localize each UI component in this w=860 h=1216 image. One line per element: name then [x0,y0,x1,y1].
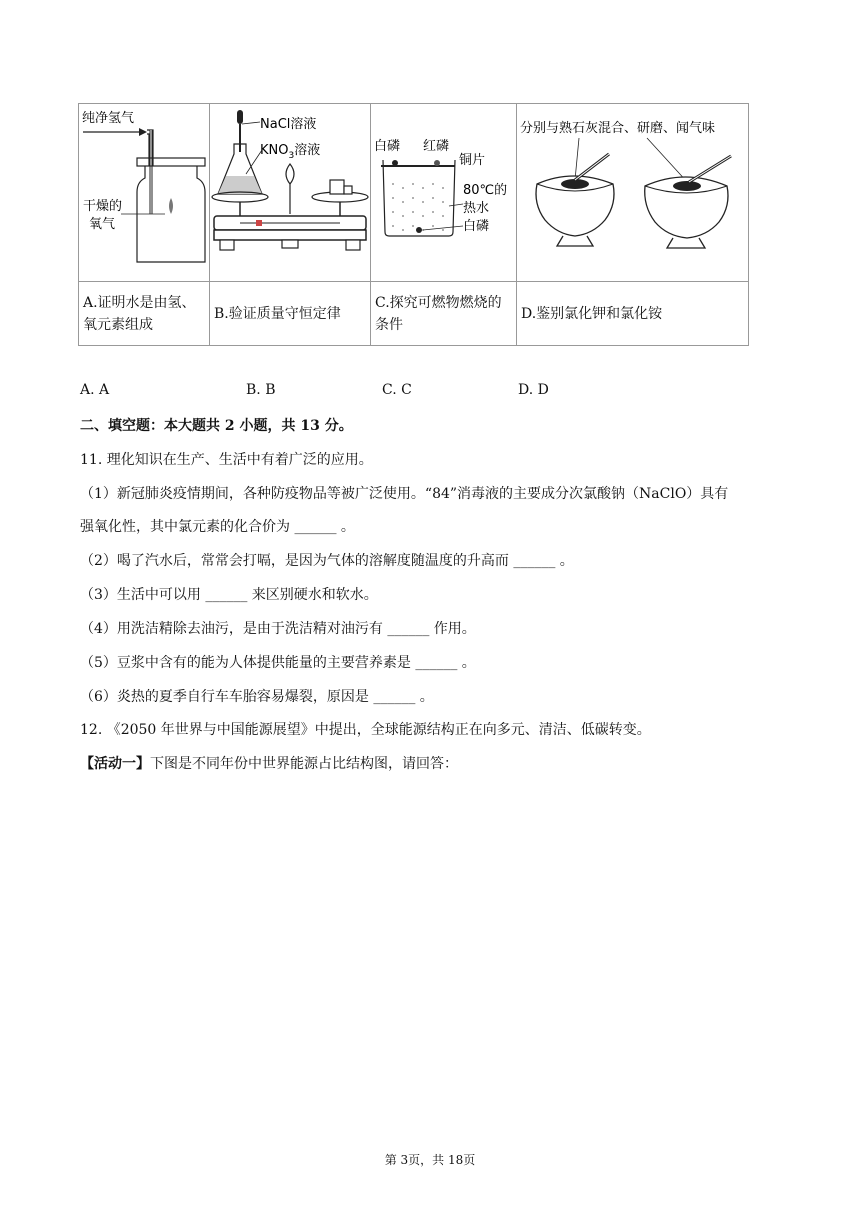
q11-part3: （3）生活中可以用 ______ 来区别硬水和软水。 [80,587,378,603]
label-dry: 干燥的 [83,199,123,214]
label-mix-grind-smell: 分别与熟石灰混合、研磨、闻气味 [520,121,716,136]
q11-part6: （6）炎热的夏季自行车车胎容易爆裂，原因是 ______ 。 [80,689,434,705]
label-pure-hydrogen: 纯净氢气 [82,111,135,126]
figure-b-balance [210,104,370,277]
figure-a-cell [79,104,210,282]
caption-b [210,282,371,346]
label-hot-water: 热水 [463,201,490,216]
experiment-table [78,103,749,346]
caption-b-text: B.验证质量守恒定律 [214,305,341,322]
label-white-phosphorus-top: 白磷 [374,139,401,154]
activity-text: 下图是不同年份中世界能源占比结构图，请回答： [150,756,458,772]
caption-d-text: D.鉴别氯化钾和氯化铵 [521,305,663,322]
label-white-phosphorus-bottom: 白磷 [463,219,490,234]
caption-a [79,282,210,346]
option-d[interactable]: D. D [518,382,549,398]
option-a[interactable]: A. A [80,382,110,398]
caption-a-line1: A.证明水是由氢、 [83,294,196,311]
label-nacl-solution: NaCl溶液 [260,117,317,132]
q11-stem: 11. 理化知识在生产、生活中有着广泛的应用。 [80,452,373,468]
label-oxygen: 氧气 [89,217,116,232]
q11-part5: （5）豆浆中含有的能为人体提供能量的主要营养素是 ______ 。 [80,655,476,671]
page-footer: 第 3页，共 18页 [384,1153,476,1167]
label-copper-sheet: 铜片 [459,153,486,168]
figure-d-cell [517,104,749,282]
label-kno3-solution: $KNO_3$溶液 [260,143,321,161]
label-80c-of: 80℃的 [463,183,508,198]
option-b[interactable]: B. B [246,382,276,398]
section-title: 二、填空题：本大题共 2 小题，共 13 分。 [80,418,353,434]
caption-d [517,282,749,346]
caption-a-line2: 氧元素组成 [83,316,153,333]
caption-c [371,282,517,346]
activity-label: 【活动一】 [80,756,150,772]
q11-part4: （4）用洗洁精除去油污，是由于洗洁精对油污有 ______ 作用。 [80,621,476,637]
label-red-phosphorus: 红磷 [423,139,450,154]
figure-d-mortars [517,104,748,277]
q11-part1-line2: 强氧化性，其中氯元素的化合价为 ______ 。 [80,519,355,535]
figure-c-cell [371,104,517,282]
q11-part2: （2）喝了汽水后，常常会打嗝，是因为气体的溶解度随温度的升高而 ______ 。 [80,553,574,569]
caption-c-line2: 条件 [375,316,403,333]
q12-stem: 12. 《2050 年世界与中国能源展望》中提出，全球能源结构正在向多元、清洁、低碳转变。 [80,722,651,738]
caption-c-line1: C.探究可燃物燃烧的 [375,294,502,311]
figure-c-combustion [371,104,516,277]
figure-a-hydrogen-burning [79,104,209,277]
q12-activity-one [80,753,458,775]
q11-part1-line1: （1）新冠肺炎疫情期间，各种防疫物品等被广泛使用。“84”消毒液的主要成分次氯酸钠（NaClO）具有 [80,486,729,502]
figure-b-cell [210,104,371,282]
option-c[interactable]: C. C [382,382,412,398]
